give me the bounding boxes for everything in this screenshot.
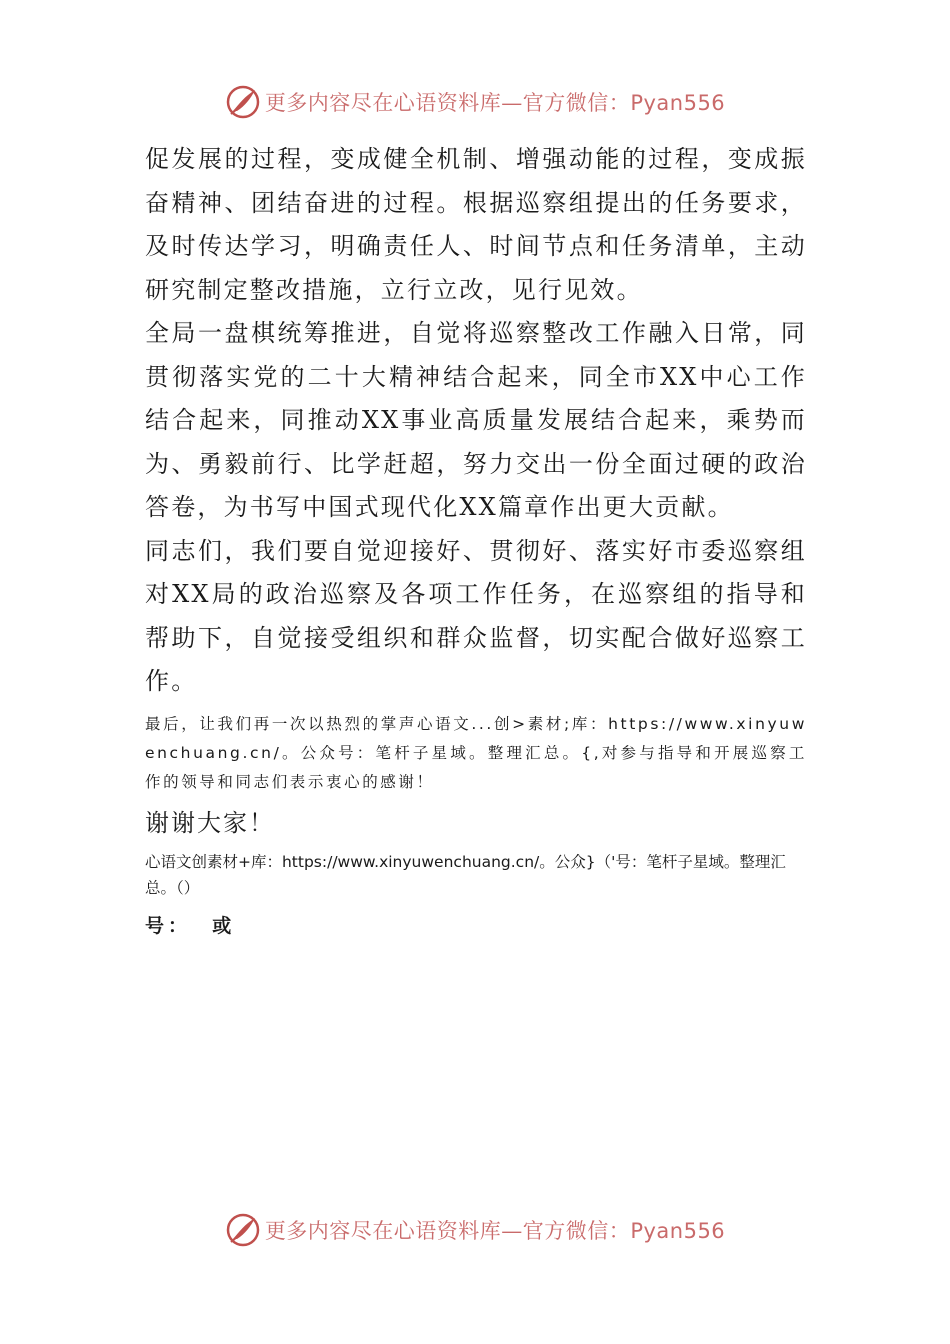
source-note: 心语文创素材+库：https://www.xinyuwenchuang.cn/。公众}（'号：笔杆子星域。整理汇总。（） (145, 852, 786, 897)
banner-text: 更多内容尽在心语资料库—官方微信：Pyan556 (264, 91, 726, 115)
footer-fragment: 号： 或 (145, 914, 236, 937)
closing-paragraph: 最后，让我们再一次以热烈的掌声心语文...创>素材;库：https://www.xinyuwenchuang.cn/。公众号：笔杆子星域。整理汇总。{,对参与指导和开展巡察工作的领导和同志们表示衷心的感谢！ (145, 714, 807, 791)
quill-pen-logo-icon (225, 84, 261, 120)
thanks-line: 谢谢大家！ (145, 808, 275, 837)
footer-banner (0, 1210, 950, 1250)
header-banner (0, 82, 950, 122)
body-paragraph-3: 同志们，我们要自觉迎接好、贯彻好、落实好市委巡察组对XX局的政治巡察及各项工作任务，在巡察组的指导和帮助下，自觉接受组织和群众监督，切实配合做好巡察工作。 (145, 536, 807, 695)
body-paragraph-2: 全局一盘棋统筹推进，自觉将巡察整改工作融入日常，同贯彻落实党的二十大精神结合起来，同全市XX中心工作结合起来，同推动XX事业高质量发展结合起来，乘势而为、勇毅前行、比学赶超，努力交出一份全面过硬的政治答卷，为书写中国式现代化XX篇章作出更大贡献。 (145, 319, 807, 521)
body-paragraph-1: 促发展的过程，变成健全机制、增强动能的过程，变成振奋精神、团结奋进的过程。根据巡察组提出的任务要求，及时传达学习，明确责任人、时间节点和任务清单，主动研究制定整改措施，立行立改，见行见效。 (145, 145, 807, 304)
quill-pen-logo-icon (225, 1212, 261, 1248)
document-body (145, 138, 807, 938)
banner-text: 更多内容尽在心语资料库—官方微信：Pyan556 (264, 1219, 726, 1243)
